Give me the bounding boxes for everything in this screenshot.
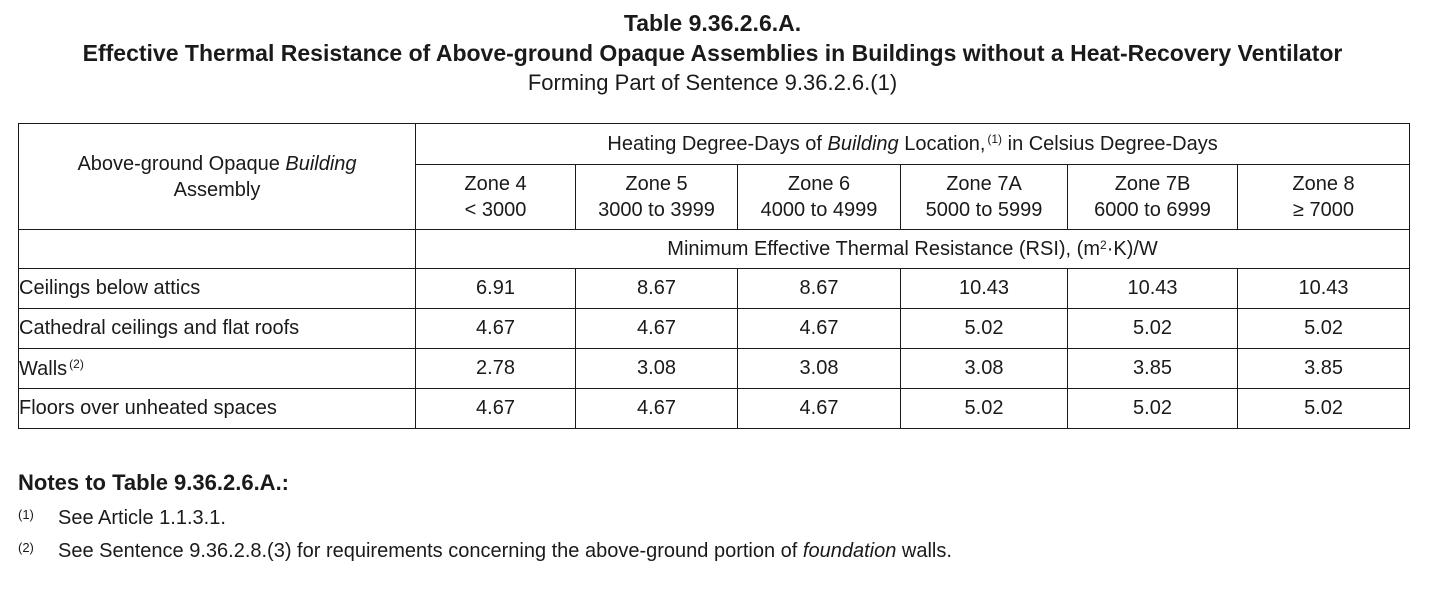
hdd-group-header: Heating Degree-Days of Building Location, $^{(1)}$ in Celsius Degree-Days <box>416 124 1410 165</box>
assembly-header-line1: Above-ground Opaque Building <box>77 152 357 175</box>
table-cell: 3.08 <box>901 349 1068 389</box>
zone-header: Zone 5 3000 to 3999 <box>576 165 738 230</box>
rsi-units-header: Minimum Effective Thermal Resistance (RSI), $(m^2\cdot K)/W$ <box>416 230 1410 269</box>
table-cell: 3.08 <box>738 349 901 389</box>
footnote-ref-2: (2) <box>69 356 84 371</box>
table-cell: 10.43 <box>1238 269 1410 309</box>
row-label: Ceilings below attics <box>19 269 416 309</box>
table-row <box>19 349 1410 389</box>
table-cell: 5.02 <box>901 309 1068 349</box>
table-cell: 4.67 <box>576 309 738 349</box>
assembly-header-line2: Assembly <box>173 178 261 201</box>
table-cell: 4.67 <box>738 389 901 429</box>
table-cell: 4.67 <box>576 389 738 429</box>
table-header <box>0 8 1425 98</box>
note-marker: (1) <box>18 507 34 522</box>
zone-header: Zone 8 ≥ 7000 <box>1238 165 1410 230</box>
note-item: (2) See Sentence 9.36.2.8.(3) for requirements concerning the above-ground portion of foundation walls. <box>18 533 1398 566</box>
table-cell: 5.02 <box>1068 389 1238 429</box>
table-notes <box>18 468 1398 566</box>
note-item: (1) See Article 1.1.3.1. <box>18 500 1398 533</box>
corner-spacer <box>19 230 416 269</box>
table-subtitle: Forming Part of Sentence 9.36.2.6.(1) <box>527 70 898 95</box>
zone-header: Zone 4 < 3000 <box>416 165 576 230</box>
table-row <box>19 269 1410 309</box>
table-cell: 8.67 <box>738 269 901 309</box>
table-cell: 4.67 <box>416 309 576 349</box>
notes-title: Notes to Table 9.36.2.6.A.: <box>18 470 290 495</box>
zone-header: Zone 7B 6000 to 6999 <box>1068 165 1238 230</box>
table-cell: 6.91 <box>416 269 576 309</box>
footnote-ref-1: (1) <box>987 132 1003 146</box>
table-cell: 8.67 <box>576 269 738 309</box>
table-cell: 5.02 <box>1238 309 1410 349</box>
zone-header: Zone 6 4000 to 4999 <box>738 165 901 230</box>
note-marker: (2) <box>18 540 34 555</box>
table-cell: 2.78 <box>416 349 576 389</box>
table-cell: 3.85 <box>1238 349 1410 389</box>
table-row <box>19 309 1410 349</box>
table-cell: 3.85 <box>1068 349 1238 389</box>
table-cell: 10.43 <box>901 269 1068 309</box>
table-cell: 5.02 <box>901 389 1068 429</box>
assembly-column-header <box>19 124 416 230</box>
table-cell: 10.43 <box>1068 269 1238 309</box>
table-cell: 5.02 <box>1068 309 1238 349</box>
thermal-resistance-table <box>18 123 1410 429</box>
table-cell: 4.67 <box>416 389 576 429</box>
row-label: Floors over unheated spaces <box>19 389 416 429</box>
table-row <box>19 389 1410 429</box>
table-cell: 5.02 <box>1238 389 1410 429</box>
zone-header: Zone 7A 5000 to 5999 <box>901 165 1068 230</box>
row-label: Walls $^{(2)}$ <box>19 349 416 389</box>
row-label: Cathedral ceilings and flat roofs <box>19 309 416 349</box>
table-title: Effective Thermal Resistance of Above-ground Opaque Assemblies in Buildings without a Heat-Recovery Ventilator <box>82 40 1343 66</box>
table-cell: 4.67 <box>738 309 901 349</box>
table-number: Table 9.36.2.6.A. <box>623 10 802 36</box>
table-cell: 3.08 <box>576 349 738 389</box>
